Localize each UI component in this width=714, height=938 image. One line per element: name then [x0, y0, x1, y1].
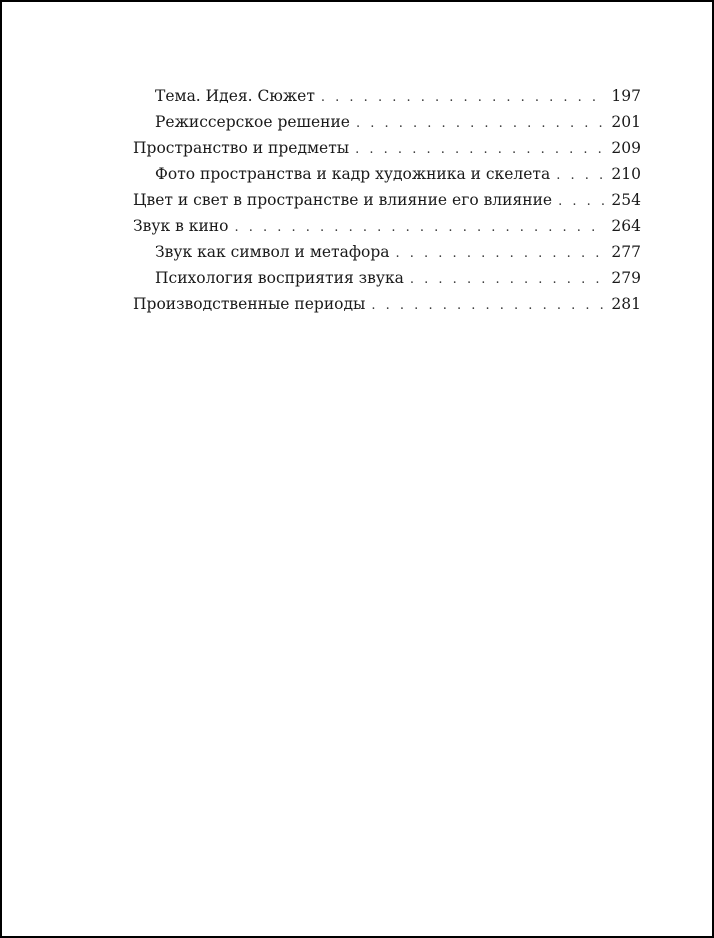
toc-entry-page: 254	[611, 191, 641, 209]
toc-entry-page: 279	[611, 269, 641, 287]
toc-dot-leader	[356, 111, 605, 137]
toc-entry-title: Фото пространства и кадр художника и скелета	[155, 165, 551, 183]
toc-dot-leader	[556, 163, 605, 189]
toc-entry-title: Цвет и свет в пространстве и влияние его влияние	[133, 191, 553, 209]
toc-dot-leader	[355, 137, 605, 163]
toc-entry-page: 201	[611, 113, 641, 131]
toc-entry-page: 210	[611, 165, 641, 183]
toc-dot-leader	[410, 267, 606, 293]
toc-entry-title: Звук как символ и метафора	[155, 243, 390, 261]
toc-entry-page: 264	[611, 217, 641, 235]
toc-entry-title: Тема. Идея. Сюжет	[155, 87, 315, 105]
toc-entry-page: 197	[611, 87, 641, 105]
toc-entry	[133, 291, 641, 317]
toc-entry	[133, 109, 641, 135]
toc-dot-leader	[396, 241, 606, 267]
toc-entry-page: 209	[611, 139, 641, 157]
toc-entry	[133, 187, 641, 213]
toc-entry	[133, 239, 641, 265]
toc-entry	[133, 83, 641, 109]
table-of-contents	[133, 83, 641, 317]
toc-entry-page: 281	[611, 295, 641, 313]
toc-entry-title: Пространство и предметы	[133, 139, 350, 157]
toc-entry	[133, 161, 641, 187]
toc-entry-title: Психология восприятия звука	[155, 269, 404, 287]
toc-dot-leader	[371, 293, 605, 319]
toc-entry-title: Режиссерское решение	[155, 113, 350, 131]
toc-entry	[133, 213, 641, 239]
toc-entry-title: Производственные периоды	[133, 295, 366, 313]
toc-entry	[133, 135, 641, 161]
toc-dot-leader	[234, 215, 605, 241]
toc-entry	[133, 265, 641, 291]
toc-dot-leader	[321, 85, 606, 111]
toc-entry-page: 277	[611, 243, 641, 261]
toc-entry-title: Звук в кино	[133, 217, 229, 235]
toc-dot-leader	[558, 189, 605, 215]
